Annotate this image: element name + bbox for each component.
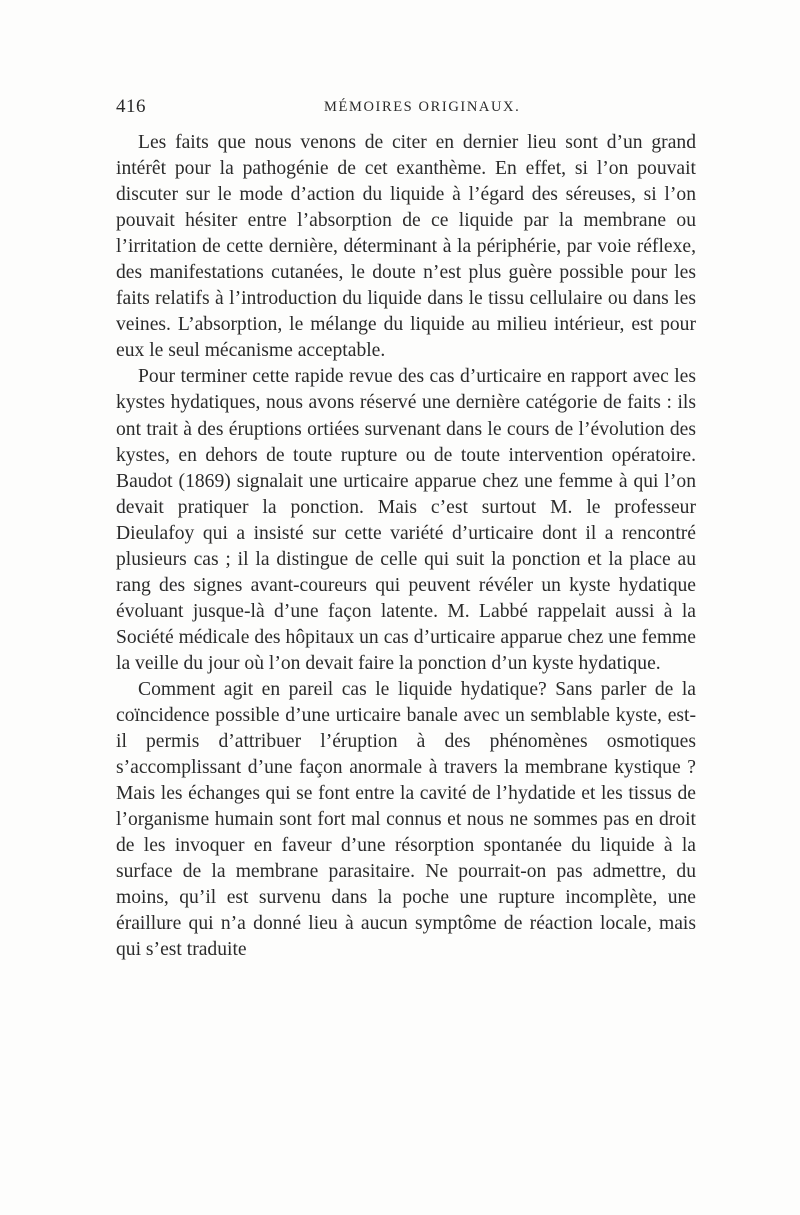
paragraph-liquide-hydatique: Comment agit en pareil cas le liquide hydatique? Sans parler de la coïncidence possible d’une urticaire banale avec un semblable kyste, est-il permis d’attribuer l’éruption à des phénomènes osmotiques s’accomplissant d’une façon anormale à travers la membrane kystique ? Mais les échanges qui se font entre la cavité de l’hydatide et les tissus de l’organisme humain sont fort mal connus et nous ne sommes pas en droit de les invoquer en faveur d’une résorption spontanée du liquide à la surface de la membrane parasitaire. Ne pourrait-on pas admettre, du moins, qu’il est survenu dans la poche une rupture incomplète, une éraillure qui n’a donné lieu à aucun symptôme de réaction locale, mais qui s’est traduite (116, 678, 696, 961)
paragraph-absorption: Les faits que nous venons de citer en dernier lieu sont d’un grand intérêt pour la pathogénie de cet exanthème. En effet, si l’on pouvait discuter sur le mode d’action du liquide à l’égard des séreuses, si l’on pouvait hésiter entre l’absorption de ce liquide par la membrane ou l’irritation de cette dernière, déterminant à la périphérie, par voie réflexe, des manifestations cutanées, le doute n’est plus guère possible pour les faits relatifs à l’introduction du liquide dans le tissu cellulaire ou dans les veines. L’absorption, le mélange du liquide au milieu intérieur, est pour eux le seul mécanisme acceptable. (116, 132, 696, 362)
paragraph-eruptions-ortiees: Pour terminer cette rapide revue des cas d’urticaire en rapport avec les kystes hydatiques, nous avons réservé une dernière catégorie de faits : ils ont trait à des éruptions ortiées survenant dans le cours de l’évolution des kystes, en dehors de toute rupture ou de toute intervention opératoire. Baudot (1869) signalait une urticaire apparue chez une femme à qui l’on devait pratiquer la ponction. Mais c’est surtout M. le professeur Dieulafoy qui a insisté sur cette variété d’urticaire dont il a rencontré plusieurs cas ; il la distingue de celle qui suit la ponction et la place au rang des signes avant-coureurs qui peuvent révéler un kyste hydatique évoluant jusque-là d’une façon latente. M. Labbé rappelait aussi à la Société médicale des hôpitaux un cas d’urticaire apparue chez une femme la veille du jour où l’on devait faire la ponction d’un kyste hydatique. (116, 366, 696, 674)
running-title: MÉMOIRES ORIGINAUX. (324, 99, 521, 115)
running-head (116, 96, 696, 122)
body-text (116, 130, 696, 964)
page-number: 416 (116, 96, 146, 117)
